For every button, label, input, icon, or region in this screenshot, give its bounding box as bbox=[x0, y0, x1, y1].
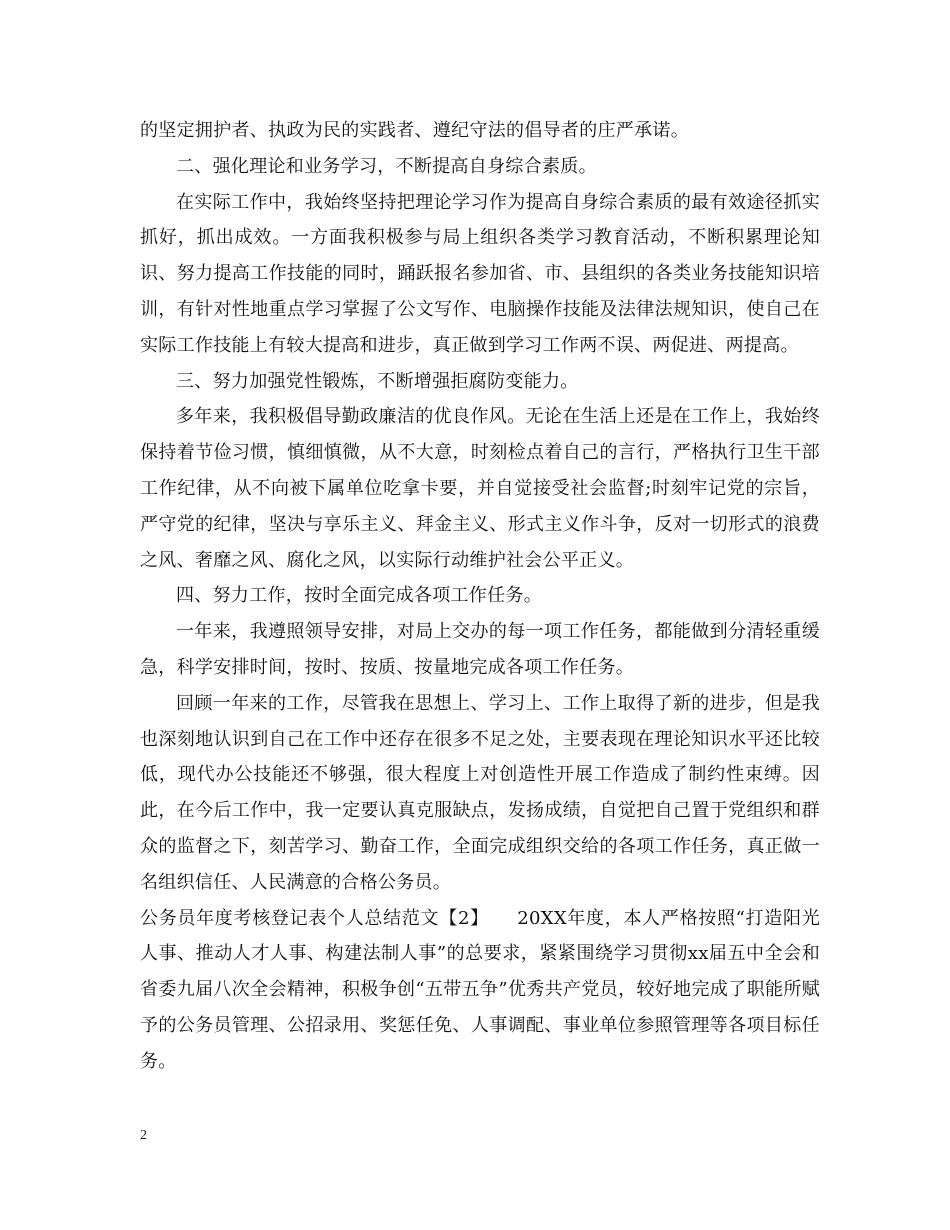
section-heading-3: 三、努力加强党性锻炼，不断增强拒腐防变能力。 bbox=[176, 370, 579, 392]
paragraph-continuation: 的坚定拥护者、执政为民的实践者、遵纪守法的倡导者的庄严承诺。 bbox=[140, 120, 689, 141]
section-heading-2: 二、强化理论和业务学习，不断提高自身综合素质。 bbox=[176, 155, 597, 177]
paragraph-review: 回顾一年来的工作，尽管我在思想上、学习上、工作上取得了新的进步，但是我也深刻地认识到自己在工作中还存在很多不足之处，主要表现在理论知识水平还比较低，现代办公技能还不够强，很大程度上对创造性开展工作造成了制约性束缚。因此，在今后工作中，我一定要认真克服缺点，发扬成绩，自觉把自己置于党组织和群众的监督之下，刻苦学习、勤奋工作，全面完成组织交给的各项工作任务，真正做一名组织信任、人民满意的合格公务员。 bbox=[140, 692, 820, 893]
paragraph-sample-2: 公务员年度考核登记表个人总结范文【2】 20XX年度，本人严格按照“打造阳光人事、推动人才人事、构建法制人事”的总要求，紧紧围绕学习贯彻xx届五中全会和省委九届八次全会精神，积极争创“五带五争”优秀共产党员，较好地完成了职能所赋予的公务员管理、公招录用、奖惩任免、人事调配、事业单位参照管理等各项目标任务。 bbox=[140, 907, 820, 1072]
paragraph-integrity: 多年来，我积极倡导勤政廉洁的优良作风。无论在生活上还是在工作上，我始终保持着节俭习惯，慎细慎微，从不大意，时刻检点着自己的言行，严格执行卫生干部工作纪律，从不向被下属单位吃拿卡要，并自觉接受社会监督;时刻牢记党的宗旨，严守党的纪律，坚决与享乐主义、拜金主义、形式主义作斗争，反对一切形式的浪费之风、奢靡之风、腐化之风，以实际行动维护社会公平正义。 bbox=[140, 406, 820, 571]
page-number: 2 bbox=[140, 1128, 147, 1143]
section-heading-4: 四、努力工作，按时全面完成各项工作任务。 bbox=[176, 585, 542, 607]
body-text bbox=[140, 113, 820, 1080]
paragraph-study: 在实际工作中，我始终坚持把理论学习作为提高自身综合素质的最有效途径抓实抓好，抓出成效。一方面我积极参与局上组织各类学习教育活动，不断积累理论知识、努力提高工作技能的同时，踊跃报名参加省、市、县组织的各类业务技能知识培训，有针对性地重点学习掌握了公文写作、电脑操作技能及法律法规知识，使自己在实际工作技能上有较大提高和进步，真正做到学习工作两不误、两促进、两提高。 bbox=[140, 191, 820, 356]
paragraph-tasks: 一年来，我遵照领导安排，对局上交办的每一项工作任务，都能做到分清轻重缓急，科学安排时间，按时、按质、按量地完成各项工作任务。 bbox=[140, 621, 820, 678]
